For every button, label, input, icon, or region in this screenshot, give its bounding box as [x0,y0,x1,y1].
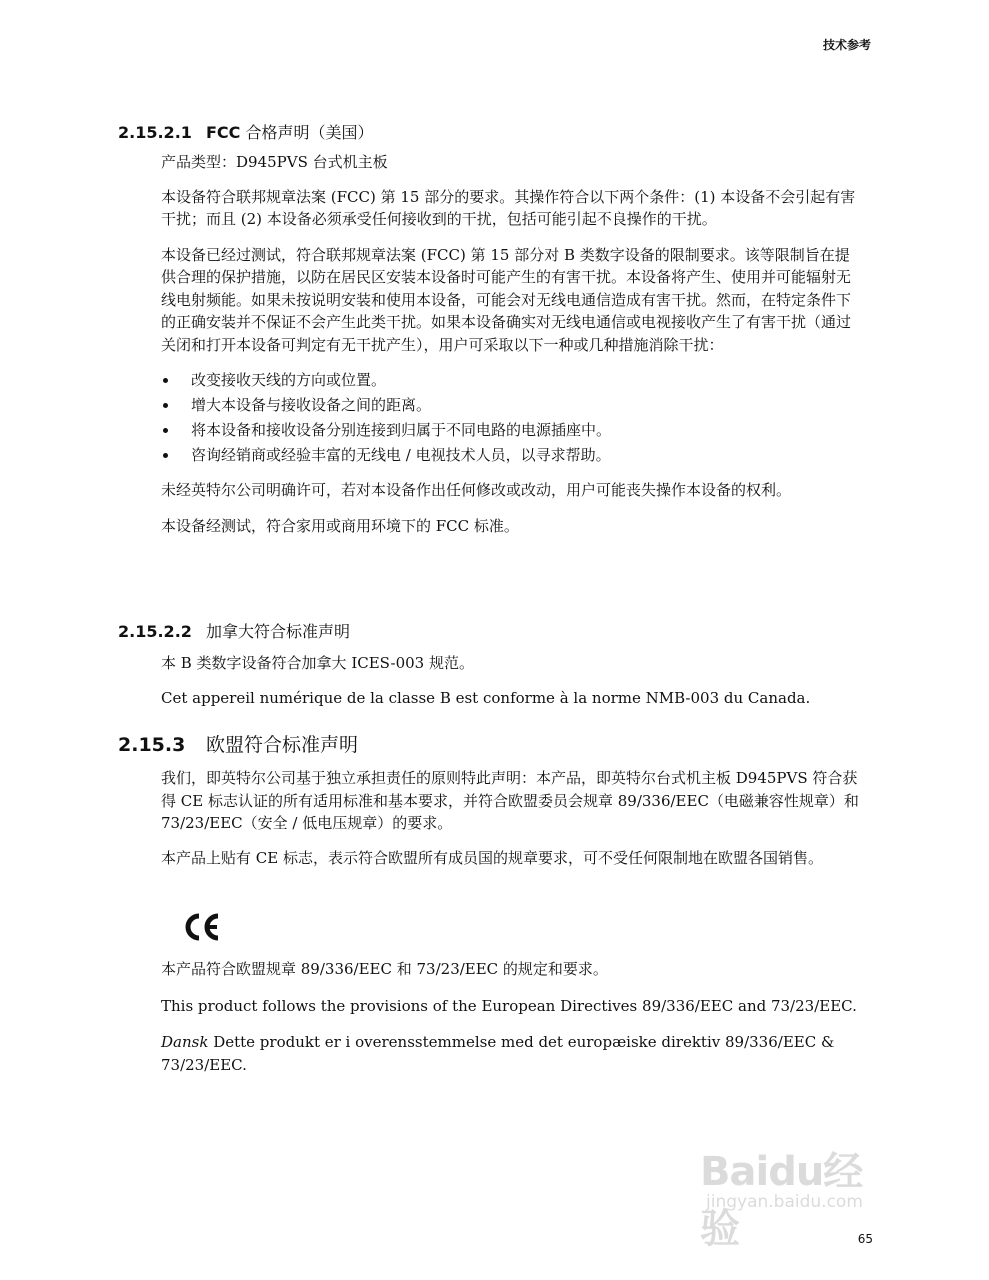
page-number: 65 [857,1232,873,1246]
ce-mark-icon [182,910,222,944]
section-number: 2.15.2.2 [118,622,192,641]
paragraph: 未经英特尔公司明确许可，若对本设备作出任何修改或改动，用户可能丧失操作本设备的权利。 [161,481,792,499]
list-item-text: 咨询经销商或经验丰富的无线电 / 电视技术人员，以寻求帮助。 [191,446,611,464]
section-number: 2.15.2.1 [118,123,192,142]
heading-fcc-declaration [118,120,374,143]
paragraph: 本设备经测试，符合家用或商用环境下的 FCC 标准。 [161,516,519,535]
language-label: Dansk [161,1033,209,1051]
paragraph-french: Cet appereil numérique de la classe B est conforme à la norme NMB-003 du Canada. [161,688,811,707]
eu-section-body [161,767,861,881]
list-item [161,393,861,418]
list-item-text: 增大本设备与接收设备之间的距离。 [191,396,432,414]
paragraph: 本产品上贴有 CE 标志，表示符合欧盟所有成员国的规章要求，可不受任何限制地在欧盟各国销售。 [161,848,823,867]
eu-directives-body [161,958,861,1090]
running-head: 技术参考 [822,38,871,52]
list-item [161,368,861,393]
bullet-list [161,368,861,468]
list-item-text: 将本设备和接收设备分别连接到归属于不同电路的电源插座中。 [191,421,612,439]
paragraph: 本设备已经过测试，符合联邦规章法案 (FCC) 第 15 部分对 B 类数字设备的限制要求。该等限制旨在提供合理的保护措施，以防在居民区安装本设备时可能产生的有害干扰。本设备将产生、使用并可能辐射无线电射频能。如果未按说明安装和使用本设备，可能会对无线电通信造成有害干扰。然而，在特定条件下的正确安装并不保证不会产生此类干扰。如果本设备确实对无线电通信或电视接收产生了有害干扰（通过关闭和打开本设备可判定有无干扰产生），用户可采取以下一种或几种措施消除干扰： [161,245,852,354]
fcc-section-body [161,151,861,550]
section-title-bold: FCC [206,123,241,142]
section-title: 加拿大符合标准声明 [206,622,351,641]
list-item-text: 改变接收天线的方向或位置。 [191,371,387,389]
bullet-icon [163,403,168,408]
heading-canada-declaration [118,619,350,642]
heading-eu-declaration [118,730,358,757]
paragraph: 本产品符合欧盟规章 89/336/EEC 和 73/23/EEC 的规定和要求。 [161,960,608,978]
danish-text: Dette produkt er i overensstemmelse med det europæiske direktiv 89/336/EEC & 73/23/EEC. [161,1033,835,1074]
paragraph: 我们，即英特尔公司基于独立承担责任的原则特此声明：本产品，即英特尔台式机主板 D945PVS 符合获得 CE 标志认证的所有适用标准和基本要求，并符合欧盟委员会规章 89/336/EEC（电磁兼容性规章）和 73/23/EEC（安全 / 低电压规章）的要求。 [161,769,859,832]
list-item [161,443,861,468]
bullet-icon [163,453,168,458]
canada-section-body [161,652,861,721]
section-number: 2.15.3 [118,734,186,756]
watermark-logo-text: Baidu经验 [700,1149,863,1252]
section-title: 欧盟符合标准声明 [206,734,359,756]
bullet-icon [163,378,168,383]
paragraph: 本设备符合联邦规章法案 (FCC) 第 15 部分的要求。其操作符合以下两个条件：(1) 本设备不会引起有害干扰；而且 (2) 本设备必须承受任何接收到的干扰，包括可能引起不良操作的干扰。 [161,187,856,228]
list-item [161,418,861,443]
paragraph-danish [161,1031,861,1076]
section-title: 合格声明（美国） [240,123,374,142]
paragraph-english: This product follows the provisions of the European Directives 89/336/EEC and 73/23/EEC. [161,996,857,1015]
watermark-url: jingyan.baidu.com [706,1192,863,1212]
product-type: 产品类型：D945PVS 台式机主板 [161,153,388,171]
bullet-icon [163,428,168,433]
paragraph: 本 B 类数字设备符合加拿大 ICES-003 规范。 [161,654,474,672]
